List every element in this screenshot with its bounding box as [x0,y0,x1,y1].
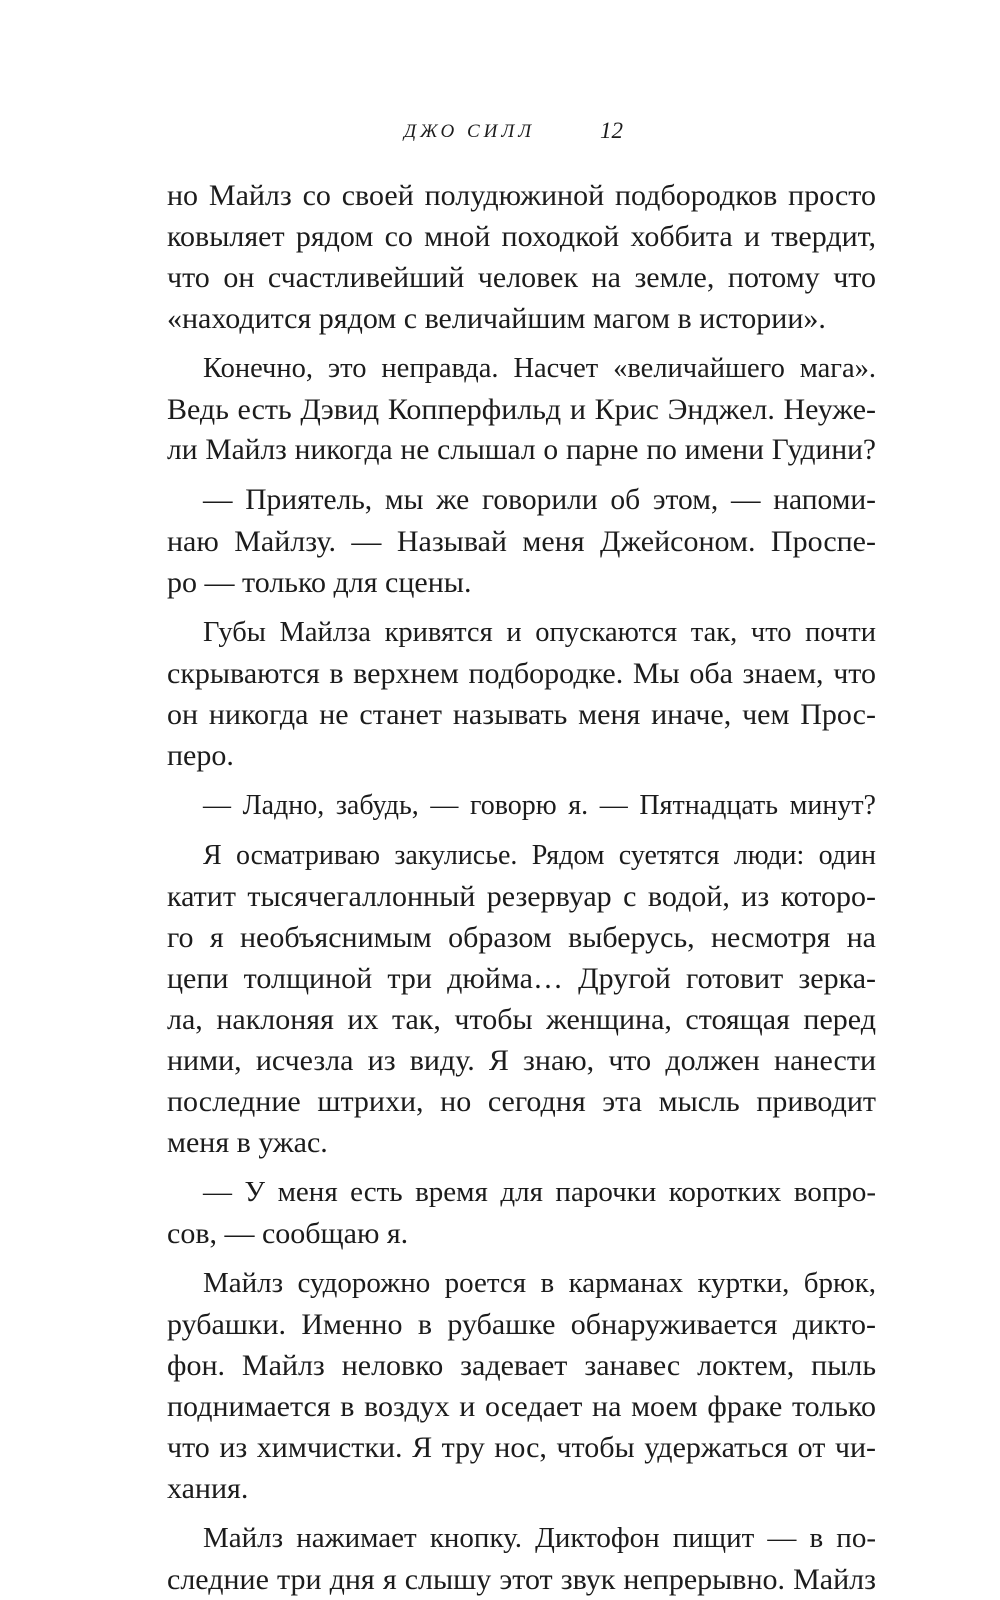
text-line: Майлз судорожно роется в карманах куртки, брюк, [203,1267,876,1299]
text-line: катит тысячегаллонный резервуар с водой, из которо- [167,880,876,913]
text-line: фон. Майлз неловко задевает занавес локтем, пыль [167,1349,876,1382]
text-line: — Приятель, мы же говорили об этом, — напоми- [203,484,876,516]
text-line: цепи толщиной три дюйма… Другой готовит зерка- [167,962,876,995]
text-line: ро — только для сцены. [167,566,472,599]
running-title: ДЖО СИЛЛ [404,121,536,142]
text-line: но Майлз со своей полудюжиной подбородков просто [167,179,876,212]
text-line: — У меня есть время для парочки коротких вопро- [203,1176,876,1208]
paragraph [167,175,876,339]
text-line: го я необъяснимым образом выберусь, несмотря на [167,921,876,954]
page-number: 12 [600,118,623,143]
paragraph [167,348,876,471]
text-line: скрываются в верхнем подбородке. Мы оба знаем, что [167,657,876,690]
paragraph [167,1518,876,1600]
text-line: Ведь есть Дэвид Копперфильд и Крис Энджел. Неуже- [167,393,876,426]
text-line: перо. [167,739,234,772]
text-line: Майлз нажимает кнопку. Диктофон пищит — в по- [203,1522,876,1554]
text-line: ла, наклоняя их так, чтобы женщина, стоящая перед [167,1003,876,1036]
text-line: ли Майлз никогда не слышал о парне по имени Гудини? [167,434,876,466]
paragraph [167,1263,876,1509]
paragraph [167,785,876,826]
paragraph [167,480,876,603]
text-line: наю Майлзу. — Называй меня Джейсоном. Проспе- [167,525,876,558]
text-line: следние три дня я слышу этот звук непрерывно. Майлз [167,1563,876,1596]
text-line: что он счастливейший человек на земле, потому что [167,261,876,294]
text-line: Конечно, это неправда. Насчет «величайшего мага». [203,353,876,384]
text-line: Я осматриваю закулисье. Рядом суетятся люди: один [203,840,876,871]
text-line: рубашки. Именно в рубашке обнаруживается дикто- [167,1308,876,1341]
text-line: — Ладно, забудь, — говорю я. — Пятнадцать минут? [203,790,876,821]
text-line: ними, исчезла из виду. Я знаю, что должен нанести [167,1044,876,1077]
paragraph [167,612,876,776]
text-line: сов, — сообщаю я. [167,1217,409,1250]
text-line: поднимается в воздух и оседает на моем фраке только [167,1390,876,1423]
text-line: ковыляет рядом со мной походкой хоббита и твердит, [167,220,876,253]
text-line: последние штрихи, но сегодня эта мысль приводит [167,1085,876,1118]
text-line: что из химчистки. Я тру нос, чтобы удержаться от чи- [167,1431,876,1464]
text-line: «находится рядом с величайшим магом в истории». [167,302,826,335]
running-header [0,118,1000,154]
paragraph [167,835,876,1163]
text-line: хания. [167,1472,249,1505]
page-body [167,175,876,1600]
text-line: он никогда не станет называть меня иначе, чем Прос- [167,698,876,731]
text-line: Губы Майлза кривятся и опускаются так, что почти [203,617,876,648]
paragraph [167,1172,876,1254]
text-line: меня в ужас. [167,1126,328,1159]
